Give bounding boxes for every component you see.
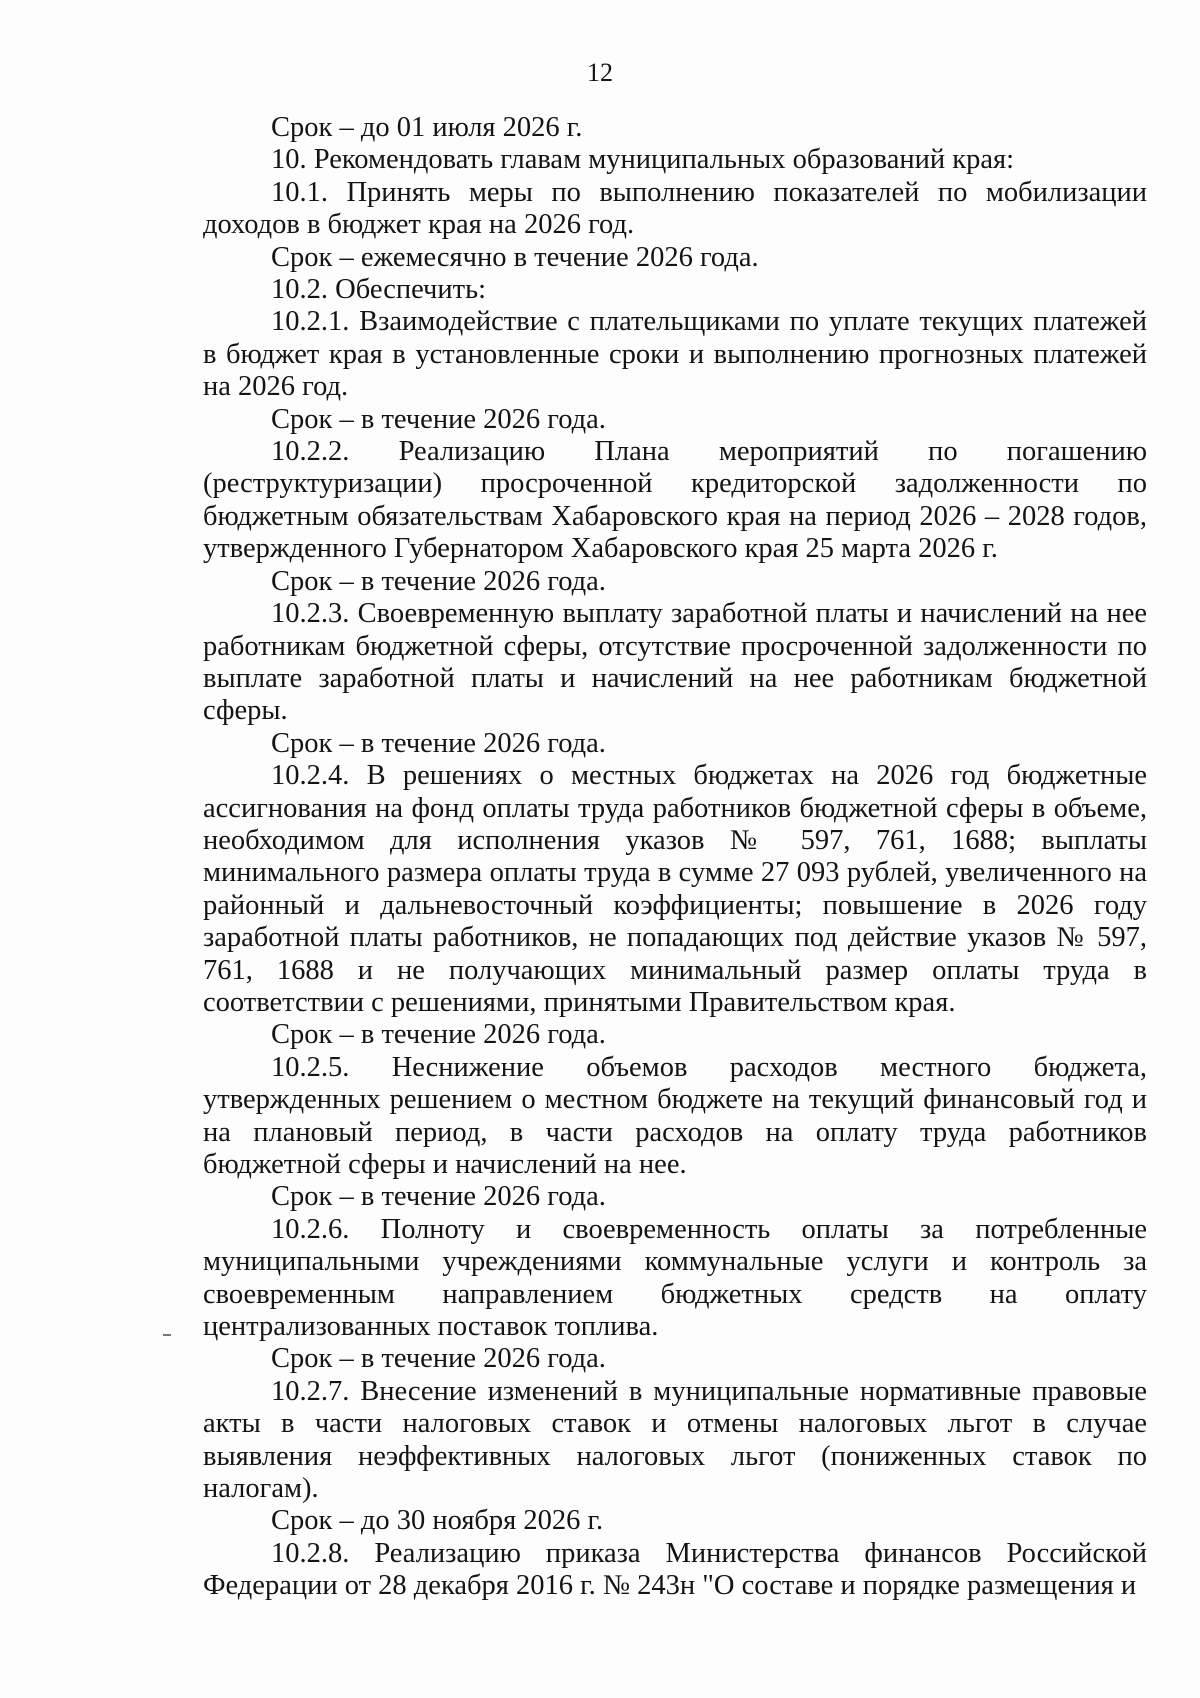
paragraph: 10.2.8. Реализацию приказа Министерства финансов Российской Федерации от 28 декабря 2016 г. № 243н "О составе и порядке размещения и xyxy=(203,1537,1147,1602)
paragraph: 10.2.5. Неснижение объемов расходов местного бюджета, утвержденных решением о местном бюджете на текущий финансовый год и на плановый период, в части расходов на оплату труда работников бюджетной сферы и начислений на нее. xyxy=(203,1051,1147,1180)
deadline-line: Срок – в течение 2026 года. xyxy=(271,565,606,597)
paragraph: 10.2.4. В решениях о местных бюджетах на 2026 год бюджетные ассигнования на фонд оплаты труда работников бюджетной сферы в объеме, необходимом для исполнения указов № 597, 761, 1688; выплаты минимального размера оплаты труда в сумме 27 093 рублей, увеличенного на районный и дальневосточный коэффициенты; повышение в 2026 году заработной платы работников, не попадающих под действие указов № 597, 761, 1688 и не получающих минимальный размер оплаты труда в соответствии с решениями, принятыми Правительством края. xyxy=(203,760,1147,1018)
deadline-line: Срок – до 01 июля 2026 г. xyxy=(271,112,583,143)
paragraph: 10.2.1. Взаимодействие с плательщиками по уплате текущих платежей в бюджет края в установленные сроки и выполнению прогнозных платежей на 2026 год. xyxy=(203,306,1147,403)
deadline-line: Срок – в течение 2026 года. xyxy=(271,1181,606,1213)
page-number: 12 xyxy=(587,58,613,87)
deadline-line: Срок – до 30 ноября 2026 г. xyxy=(271,1505,604,1537)
paragraph: 10.2.3. Своевременную выплату заработной платы и начислений на нее работникам бюджетной сферы, отсутствие просроченной задолженности по выплате заработной платы и начислений на нее работникам бюджетной сферы. xyxy=(203,598,1147,727)
deadline-line: Срок – в течение 2026 года. xyxy=(271,403,606,435)
deadline-line: Срок – в течение 2026 года. xyxy=(271,1019,606,1051)
paragraph: 10.2. Обеспечить: xyxy=(271,274,486,306)
document-body xyxy=(203,112,1147,1603)
deadline-line: Срок – в течение 2026 года. xyxy=(271,1343,606,1375)
paragraph: 10.2.6. Полноту и своевременность оплаты за потребленные муниципальными учреждениями коммунальные услуги и контроль за своевременным направлением бюджетных средств на оплату централизованных поставок топлива. xyxy=(203,1213,1147,1343)
margin-mark xyxy=(163,1334,171,1336)
deadline-line: Срок – ежемесячно в течение 2026 года. xyxy=(271,241,759,273)
paragraph: 10.2.7. Внесение изменений в муниципальные нормативные правовые акты в части налоговых ставок и отмены налоговых льгот в случае выявления неэффективных налоговых льгот (пониженных ставок по налогам). xyxy=(203,1375,1147,1505)
paragraph: 10. Рекомендовать главам муниципальных образований края: xyxy=(271,144,1015,176)
deadline-line: Срок – в течение 2026 года. xyxy=(271,727,606,759)
paragraph: 10.2.2. Реализацию Плана мероприятий по погашению (реструктуризации) просроченной кредиторской задолженности по бюджетным обязательствам Хабаровского края на период 2026 – 2028 годов, утвержденного Губернатором Хабаровского края 25 марта 2026 г. xyxy=(203,436,1147,565)
paragraph: 10.1. Принять меры по выполнению показателей по мобилизации доходов в бюджет края на 2026 год. xyxy=(203,176,1147,241)
